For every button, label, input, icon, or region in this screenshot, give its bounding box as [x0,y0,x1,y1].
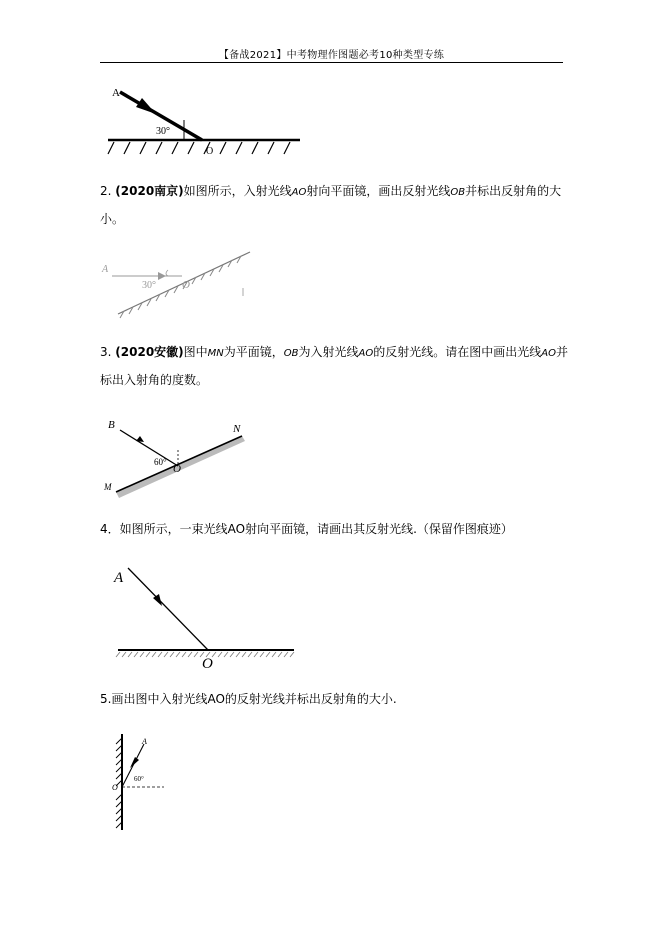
question-2: 2. (2020南京)如图所示，入射光线AO射向平面镜，画出反射光线OB并标出反射角的大小。 [100,184,562,226]
fig3-angle-label: 60° [154,457,167,467]
figure-4-horizontal-mirror [110,560,300,670]
page-header: 【备战2021】中考物理作图题必考10种类型专练 [218,50,445,61]
header-rule [100,62,563,63]
fig2-label-a: A [102,264,109,275]
question-number: 2. [100,184,112,198]
fig2-angle-label: 30° [142,280,156,291]
figure-5-vertical-mirror [108,730,178,834]
fig5-label-o: O [112,783,118,792]
fig3-label-m: M [104,482,112,492]
fig5-label-a: A [142,737,147,746]
question-4: 4．如图所示，一束光线AO射向平面镜，请画出其反射光线.（保留作图痕迹） [100,522,513,536]
question-number: 3. [100,345,112,359]
fig1-label-a: A [112,87,120,99]
figure-2-tilted-mirror [100,248,260,320]
figure-3-mirror-mn [100,410,260,500]
question-source: (2020安徽) [115,345,184,359]
fig5-angle-label: 60° [134,775,144,783]
fig4-label-o: O [202,656,213,672]
question-source: (2020南京) [115,184,184,198]
fig4-label-a: A [114,570,124,586]
figure-1-mirror-30deg [100,80,310,160]
fig3-label-n: N [233,423,241,435]
question-5: 5.画出图中入射光线AO的反射光线并标出反射角的大小. [100,692,397,706]
fig3-label-b: B [108,419,115,431]
question-3: 3. (2020安徽)图中MN为平面镜，OB为入射光线AO的反射光线。请在图中画出光线AO并标出入射角的度数。 [100,345,569,387]
fig1-label-o: O [206,146,214,157]
fig2-label-o: O [182,279,190,291]
fig3-label-o: O [173,463,181,475]
fig1-angle-label: 30° [156,126,170,137]
